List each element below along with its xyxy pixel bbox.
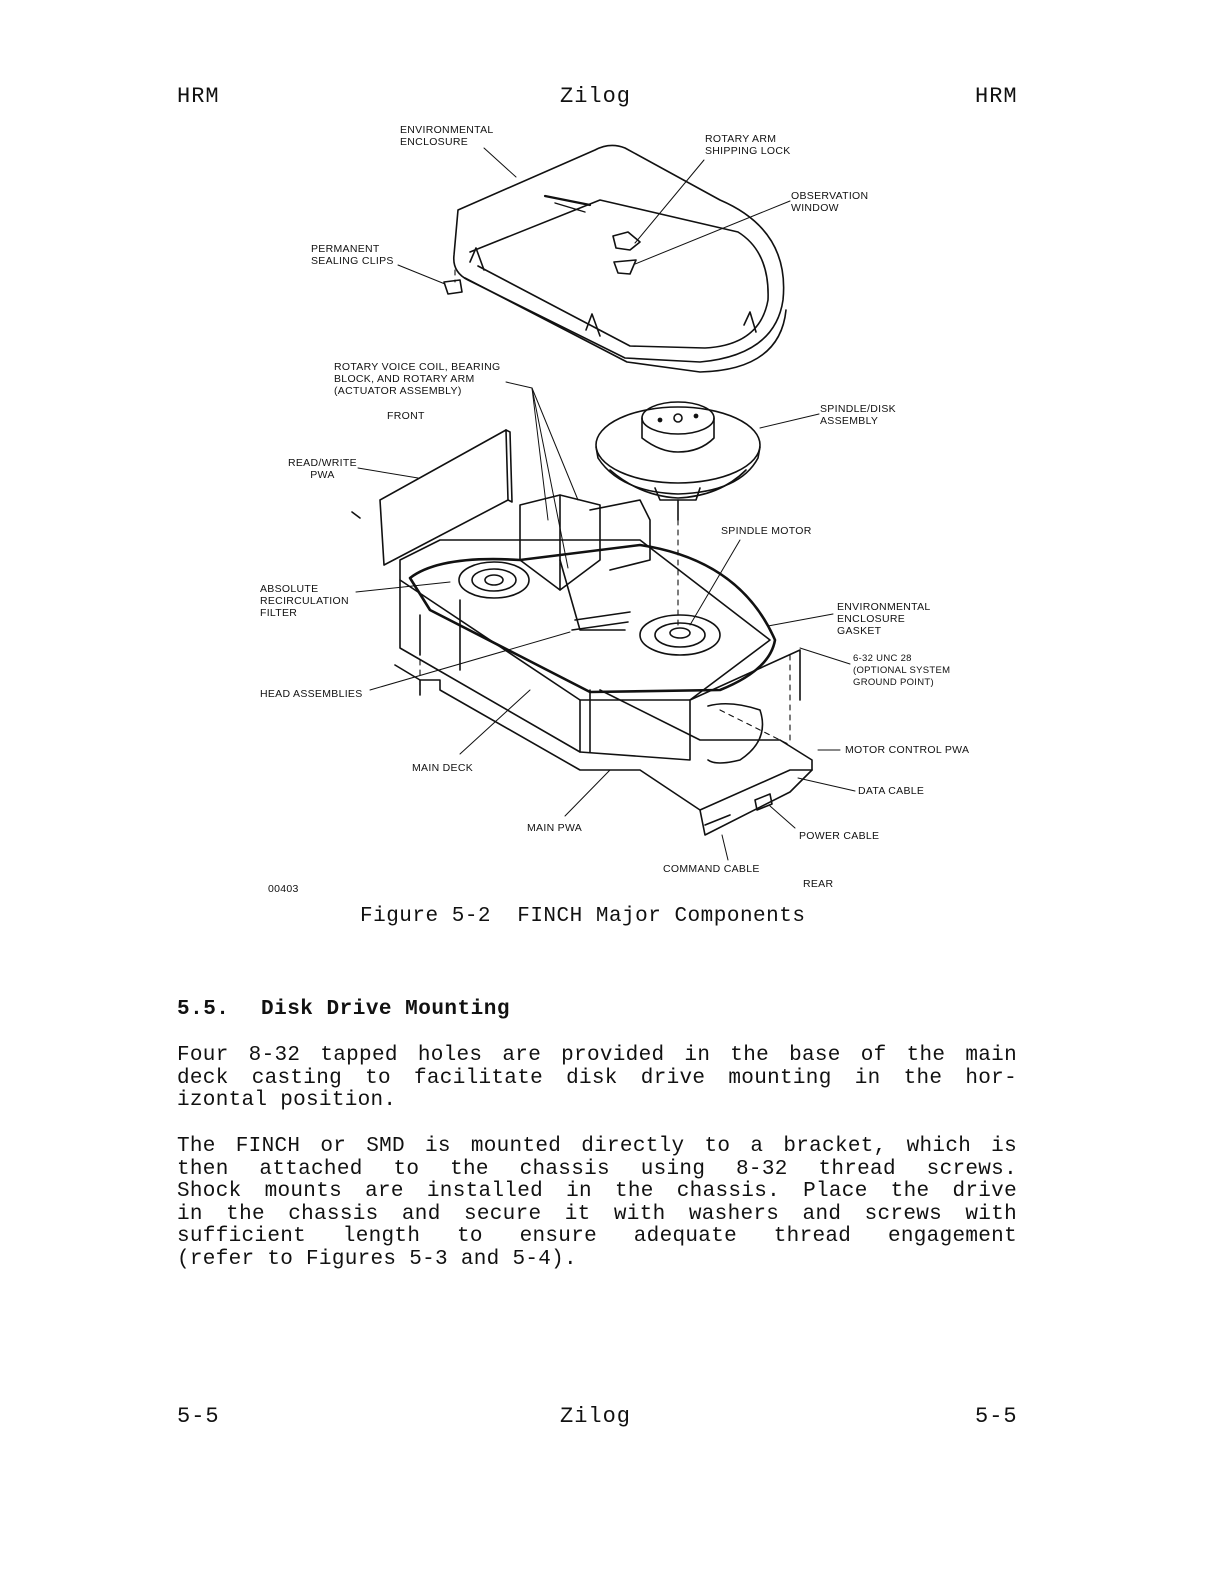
footer-center: Zilog <box>560 1404 632 1429</box>
section-number: 5.5. <box>177 998 230 1021</box>
header-center: Zilog <box>560 84 632 109</box>
label-motor-control-pwa: MOTOR CONTROL PWA <box>845 744 970 756</box>
paragraph-line: then attached to the chassis using 8-32 thread screws. <box>177 1157 1017 1181</box>
paragraph-line: Shock mounts are installed in the chassis. Place the drive <box>177 1180 1017 1203</box>
label-ground-point: 6-32 UNC 28 (OPTIONAL SYSTEM GROUND POINT) <box>853 653 951 688</box>
figure-caption: Figure 5-2 FINCH Major Components <box>360 905 806 928</box>
section-heading <box>177 998 510 1021</box>
label-power-cable: POWER CABLE <box>799 830 880 842</box>
label-environmental-enclosure-gasket: ENVIRONMENTAL ENCLOSURE GASKET <box>837 601 931 637</box>
label-spindle-disk-assembly: SPINDLE/DISK ASSEMBLY <box>820 403 896 427</box>
label-main-pwa: MAIN PWA <box>527 822 583 834</box>
footer-left: 5-5 <box>177 1404 220 1429</box>
header-right: HRM <box>975 84 1018 109</box>
paragraph-bracket-mounting <box>177 1136 1017 1271</box>
paragraph-line: sufficient length to ensure adequate thread engagement <box>177 1225 1017 1248</box>
label-rotary-voice-coil: ROTARY VOICE COIL, BEARING BLOCK, AND ROTARY ARM (ACTUATOR ASSEMBLY) <box>334 361 501 397</box>
label-read-write-pwa: READ/WRITE PWA <box>288 457 357 481</box>
figure-id: 00403 <box>268 883 299 895</box>
label-data-cable: DATA CABLE <box>858 785 925 797</box>
paragraph-line: (refer to Figures 5-3 and 5-4). <box>177 1247 577 1271</box>
header-left: HRM <box>177 84 220 109</box>
label-rotary-arm-shipping-lock: ROTARY ARM SHIPPING LOCK <box>705 133 791 157</box>
label-environmental-enclosure: ENVIRONMENTAL ENCLOSURE <box>400 124 494 148</box>
paragraph-line: deck casting to facilitate disk drive mounting in the hor- <box>177 1066 1017 1090</box>
paragraph-line: Four 8-32 tapped holes are provided in the base of the main <box>177 1044 1017 1067</box>
label-head-assemblies: HEAD ASSEMBLIES <box>260 688 363 700</box>
label-absolute-recirculation-filter: ABSOLUTE RECIRCULATION FILTER <box>260 583 349 619</box>
paragraph-line: The FINCH or SMD is mounted directly to a bracket, which is <box>177 1135 1017 1158</box>
label-main-deck: MAIN DECK <box>412 762 474 774</box>
footer-right: 5-5 <box>975 1404 1018 1429</box>
label-command-cable: COMMAND CABLE <box>663 863 760 875</box>
enclosure-cover-drawing <box>444 145 786 372</box>
paragraph-line: in the chassis and secure it with washers and screws with <box>177 1202 1017 1226</box>
spindle-disk-drawing <box>596 402 760 520</box>
label-permanent-sealing-clips: PERMANENT SEALING CLIPS <box>311 243 394 267</box>
label-spindle-motor: SPINDLE MOTOR <box>721 525 812 537</box>
paragraph-mounting-holes <box>177 1045 1017 1113</box>
label-front: FRONT <box>387 410 425 422</box>
paragraph-line: izontal position. <box>177 1089 397 1112</box>
label-observation-window: OBSERVATION WINDOW <box>791 190 869 214</box>
section-title: Disk Drive Mounting <box>261 998 510 1021</box>
label-rear: REAR <box>803 878 834 890</box>
